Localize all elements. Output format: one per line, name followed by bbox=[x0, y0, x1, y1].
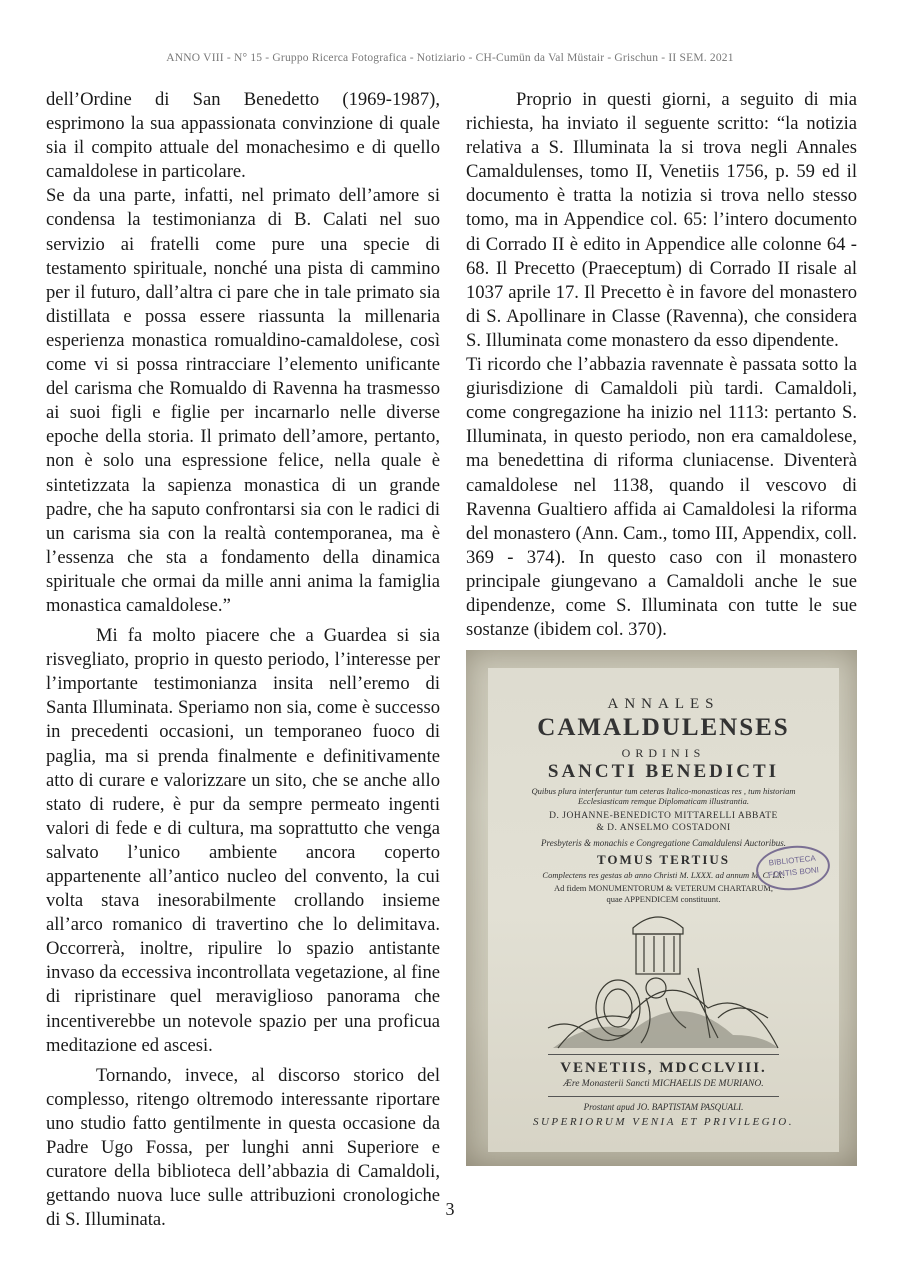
divider bbox=[548, 1054, 779, 1055]
book-volume-note: Complectens res gestas ab anno Christi M. LXXX. ad annum M. C. LX. bbox=[542, 870, 785, 880]
paragraph: dell’Ordine di San Benedetto (1969-1987), esprimono la sua appassionata convinzione di quale sia il compito attuale del monachesimo e di quello camaldolese in particolare. bbox=[46, 89, 440, 183]
book-author-line: & D. ANSELMO COSTADONI bbox=[596, 823, 731, 833]
divider bbox=[548, 1096, 779, 1097]
paragraph: Se da una parte, infatti, nel primato dell’amore si condensa la testimonianza di B. Calati nel suo servizio ai fratelli come pure una specie di testamento spirituale, nonché una pista di cammino per il futuro, dall’altra ci pare che in tale primato sia distillata e possa essere riassunta la millenaria esperienza monastica romualdino-camaldolese, così come vi si possa rintracciare l’elemento unificante del carisma che Romualdo di Ravenna ha trasmesso ai suoi figli e figlie per incarnarlo nelle diverse epoche della storia. Il primato dell’amore, pertanto, non è solo una espressione felice, nella quale è sintetizzata la sapienza monastica di un grande padre, che ha saputo confrontarsi sia con le radici di un carisma sia con la realtà contemporanea, ma è l’essenza che sta a fondamento della dinamica spirituale che ormai da mille anni anima la famiglia monastica camaldolese.” bbox=[46, 185, 440, 616]
stamp-text: FONTIS BONI bbox=[767, 865, 820, 880]
book-sources-line: Ad fidem MONUMENTORUM & VETERUM CHARTARUM, bbox=[553, 883, 774, 893]
book-subtitle: Quibus plura interferuntur tum ceteras Italico-monasticas res , tum historiam Ecclesiasticam remque Diplomaticam illustrantia. bbox=[531, 786, 796, 806]
paragraph: Mi fa molto piacere che a Guardea si sia risvegliato, proprio in questo periodo, l’interesse per l’importante testimonianza insita nell’eremo di Santa Illuminata. Speriamo non sia, come è successo in precedenti occasioni, un temporaneo fuoco di paglia, ma si prenda finalmente e definitivamente atto di curare e valorizzare un sito, che se anche allo stato di rudere, è pur da sempre permeato ingenti valori di fede e di cultura, ma soprattutto che venga salvato l’unico ambiente ancora coperto appartenente all’antico nucleo del convento, la cui volta stava inesorabilmente crollando insieme all’arco romanico di travertino che lo delimitava. Occorrerà, inoltre, ripulire lo spazio antistante invaso da eccessiva incontrollata vegetazione, al fine di ripristinare quel meraviglioso panorama che incentiverebbe un notevole spazio per una proficua meditazione ed ascesi. bbox=[46, 625, 440, 1056]
book-title-line: SANCTI BENEDICTI bbox=[547, 761, 780, 782]
left-column bbox=[46, 88, 440, 1232]
book-title-page-photo bbox=[466, 650, 857, 1166]
page-number: 3 bbox=[445, 1199, 455, 1219]
book-sources-line: quae APPENDICEM constituunt. bbox=[606, 894, 721, 904]
right-column bbox=[466, 88, 857, 642]
book-title-line: ANNALES bbox=[607, 696, 720, 712]
book-title-line: CAMALDULENSES bbox=[537, 714, 790, 741]
book-imprint-place: VENETIIS, MDCCLVIII. bbox=[560, 1060, 767, 1076]
book-author-line: D. JOHANNE-BENEDICTO MITTARELLI ABBATE bbox=[549, 811, 778, 821]
book-authors bbox=[488, 810, 839, 834]
book-authors-note: Presbyteris & monachis e Congregatione Camaldulensi Auctoribus. bbox=[541, 838, 786, 848]
book-volume: TOMUS TERTIUS bbox=[596, 852, 731, 867]
engraving-illustration bbox=[538, 908, 788, 1053]
paragraph: Tornando, invece, al discorso storico del complesso, ritengo oltremodo interessante riportare uno studio fatto gentilmente in questa occasione da Padre Ugo Fossa, per lunghi anni Superiore e curatore della biblioteca dell’abbazia di Camaldoli, gettando nuova luce sulle attribuzioni cronologiche di S. Illuminata. bbox=[46, 1064, 440, 1231]
stamp-text: BIBLIOTECA bbox=[768, 853, 817, 868]
page-header: ANNO VIII - N° 15 - Gruppo Ricerca Fotografica - Notiziario - CH-Cumün da Val Müstair - Grischun - II SEM. 2021 bbox=[166, 52, 734, 64]
book-imprint-printer: Ære Monasterii Sancti MICHAELIS DE MURIANO. bbox=[563, 1079, 764, 1089]
paragraph: Proprio in questi giorni, a seguito di mia richiesta, ha inviato il seguente scritto: “la notizia relativa a S. Illuminata la si trova negli Annales Camaldulenses, tomo II, Venetiis 1756, p. 59 ed il documento è tratta la notizia si trova nello stesso tomo, ma in Appendice col. 65: l’intero documento di Corrado II è edito in Appendice alle colonne 64 - 68. Il Precetto (Praeceptum) di Corrado II risale al 1037 aprile 17. Il Precetto è in favore del monastero di S. Apollinare in Classe (Ravenna), che considera S. Illuminata come monastero da esso dipendente. bbox=[466, 89, 857, 351]
book-page bbox=[488, 668, 839, 1152]
book-imprint-privilege: SUPERIORUM VENIA ET PRIVILEGIO. bbox=[532, 1116, 794, 1128]
book-imprint-seller: Prostant apud JO. BAPTISTAM PASQUALI. bbox=[583, 1102, 744, 1112]
paragraph: Ti ricordo che l’abbazia ravennate è passata sotto la giurisdizione di Camaldoli più tardi. Camaldoli, come congregazione ha inizio nel 1113: pertanto S. Illuminata, in questo periodo, non era camaldolese, ma benedettina di riforma cluniacense. Diventerà camaldolese nel 1138, quando il vescovo di Ravenna Gualtiero affida ai Camaldolesi la riforma del monastero (Ann. Cam., tomo III, Appendix, coll. 369 - 374). In questo caso con il monastero principale giungevano a Camaldoli anche le sue dipendenze, come S. Illuminata con tutte le sue sostanze (ibidem col. 370). bbox=[466, 354, 857, 641]
book-title-line: ORDINIS bbox=[621, 746, 706, 760]
